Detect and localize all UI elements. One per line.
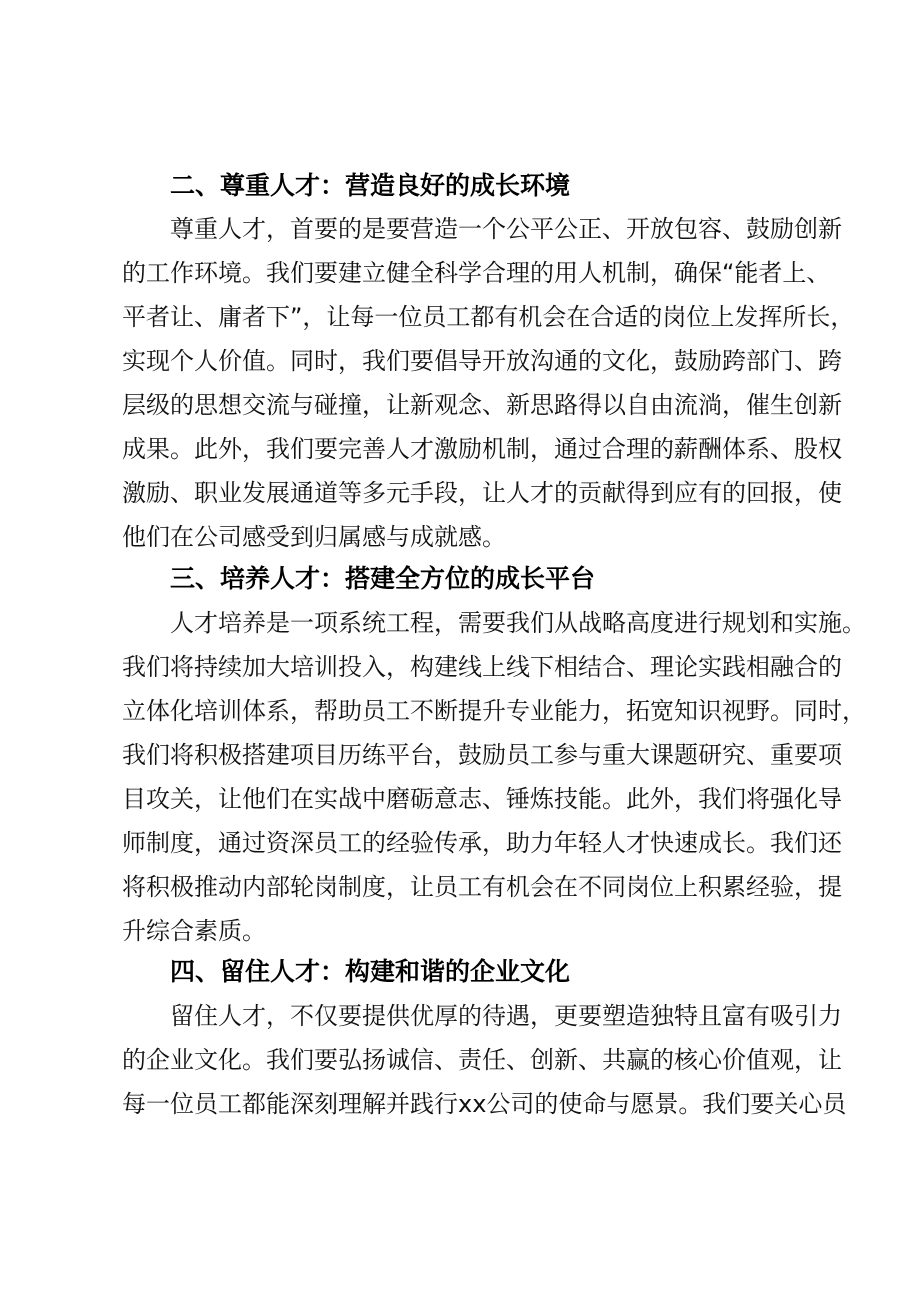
paragraph-line: 的工作环境。我们要建立健全科学合理的用人机制，确保“能者上、 xyxy=(122,259,831,287)
paragraph-line: 实现个人价值。同时，我们要倡导开放沟通的文化，鼓励跨部门、跨 xyxy=(122,347,842,375)
paragraph-line: 成果。此外，我们要完善人才激励机制，通过合理的薪酬体系、股权 xyxy=(122,435,842,463)
paragraph-line: 立体化培训体系，帮助员工不断提升专业能力，拓宽知识视野。同时， xyxy=(122,697,866,725)
paragraph-line: 师制度，通过资深员工的经验传承，助力年轻人才快速成长。我们还 xyxy=(122,829,842,857)
paragraph-line: 人才培养是一项系统工程，需要我们从战略高度进行规划和实施。 xyxy=(170,609,866,637)
paragraph-line: 平者让、庸者下”，让每一位员工都有机会在合适的岗位上发挥所长， xyxy=(122,303,855,331)
paragraph-line: 激励、职业发展通道等多元手段，让人才的贡献得到应有的回报，使 xyxy=(122,479,842,507)
paragraph-line: 留住人才，不仅要提供优厚的待遇，更要塑造独特且富有吸引力 xyxy=(170,1002,842,1030)
paragraph-line: 的企业文化。我们要弘扬诚信、责任、创新、共赢的核心价值观，让 xyxy=(122,1046,842,1074)
paragraph-line: 升综合素质。 xyxy=(122,917,266,945)
paragraph-line: 层级的思想交流与碰撞，让新观念、新思路得以自由流淌，催生创新 xyxy=(122,391,842,419)
paragraph-line: 我们将积极搭建项目历练平台，鼓励员工参与重大课题研究、重要项 xyxy=(122,741,842,769)
paragraph-line: 他们在公司感受到归属感与成就感。 xyxy=(122,523,506,551)
section-heading: 四、留住人才：构建和谐的企业文化 xyxy=(170,957,571,986)
section-heading: 三、培养人才：搭建全方位的成长平台 xyxy=(170,564,596,593)
paragraph-line: 目攻关，让他们在实战中磨砺意志、锤炼技能。此外，我们将强化导 xyxy=(122,785,842,813)
paragraph-line: 将积极推动内部轮岗制度，让员工有机会在不同岗位上积累经验，提 xyxy=(122,873,842,901)
paragraph-line: 每一位员工都能深刻理解并践行xx公司的使命与愿景。我们要关心员 xyxy=(122,1090,847,1118)
paragraph-line: 尊重人才，首要的是要营造一个公平公正、开放包容、鼓励创新 xyxy=(170,215,842,243)
paragraph-line: 我们将持续加大培训投入，构建线上线下相结合、理论实践相融合的 xyxy=(122,653,842,681)
section-heading: 二、尊重人才：营造良好的成长环境 xyxy=(170,171,571,200)
